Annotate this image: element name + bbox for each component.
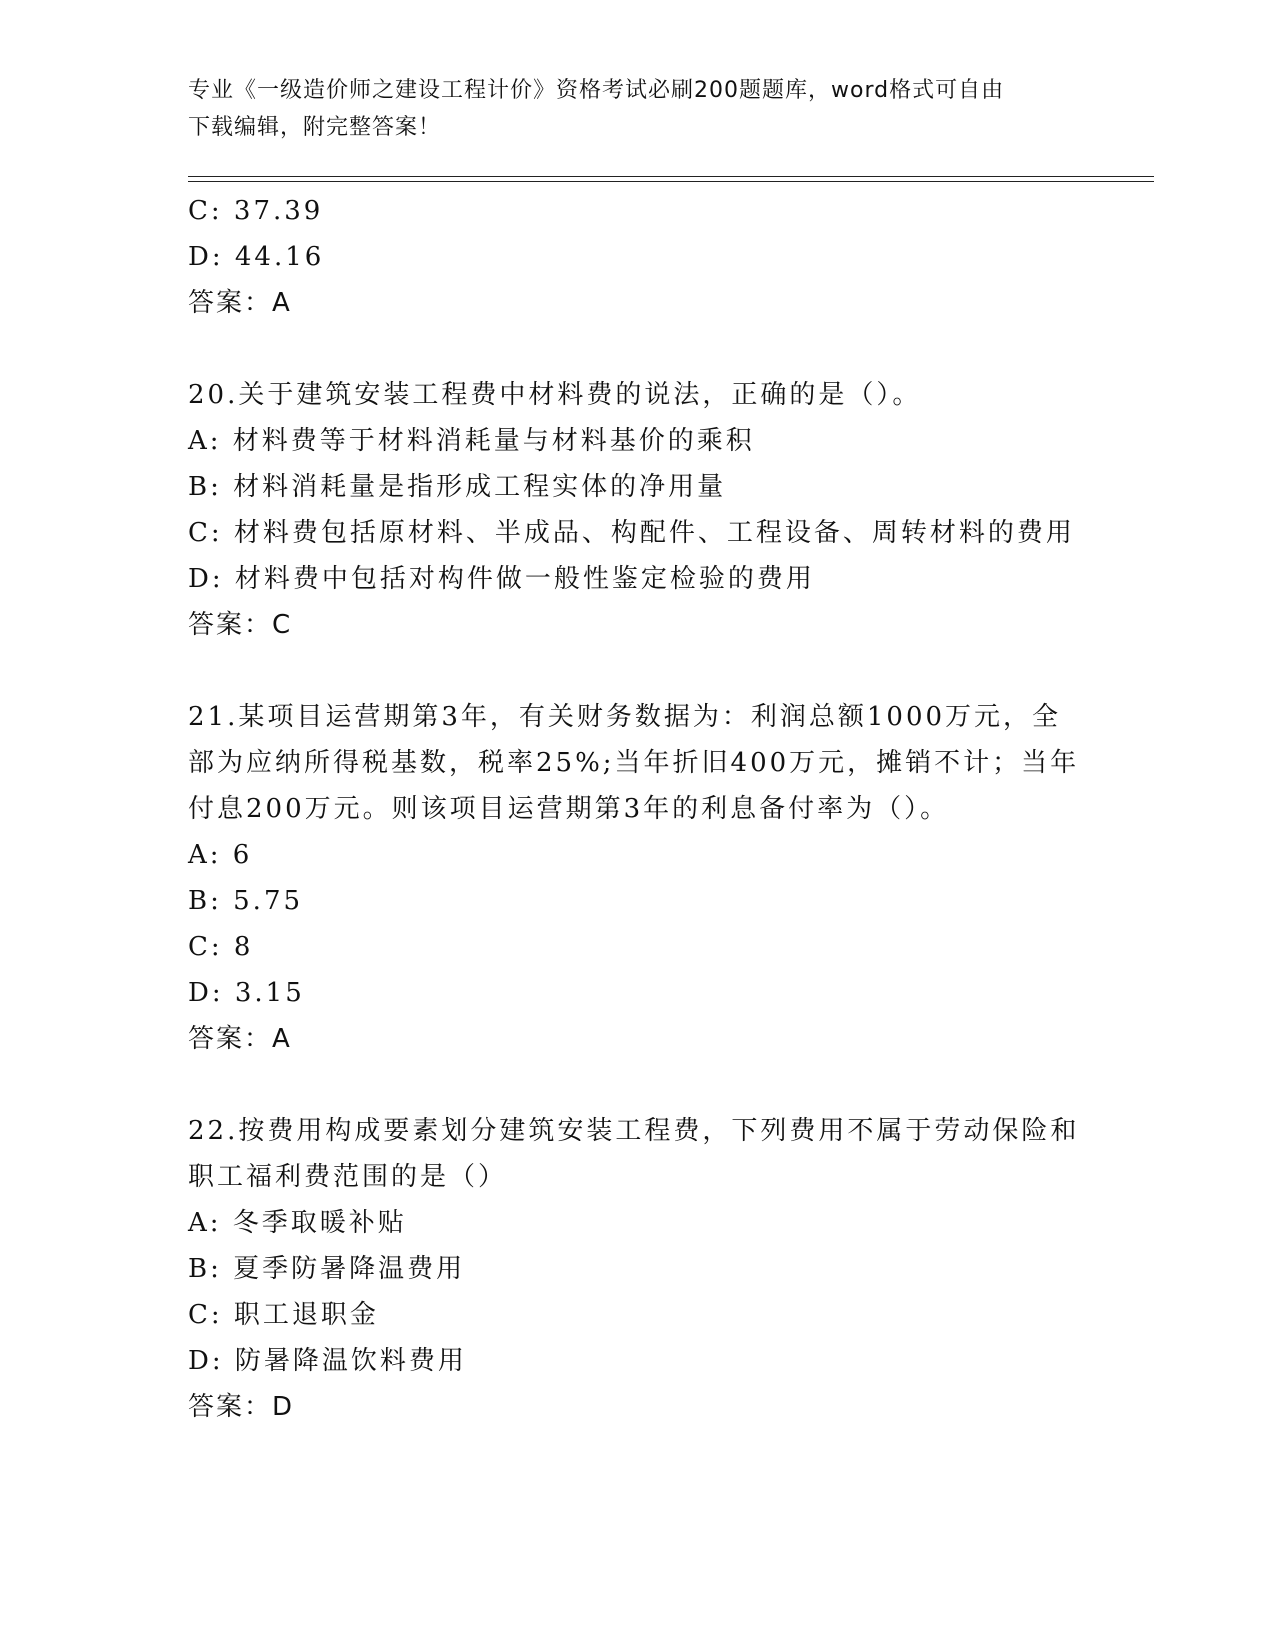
spacer	[188, 648, 1088, 694]
option-b: B: 材料消耗量是指形成工程实体的净用量	[188, 472, 727, 502]
spacer	[188, 326, 1088, 372]
question-stem-line-1: 22.按费用构成要素划分建筑安装工程费，下列费用不属于劳动保险和	[188, 1116, 1080, 1146]
option-d: D: 材料费中包括对构件做一般性鉴定检验的费用	[188, 564, 815, 594]
option-b: B: 夏季防暑降温费用	[188, 1254, 466, 1284]
question-block-20	[188, 372, 1088, 648]
answer-line: 答案：A	[188, 1024, 292, 1054]
answer-line: 答案：A	[188, 288, 292, 318]
question-stem-line-2: 职工福利费范围的是（）	[188, 1162, 508, 1192]
question-block-22	[188, 1108, 1088, 1430]
option-d: D: 44.16	[188, 242, 325, 272]
option-c: C: 材料费包括原材料、半成品、构配件、工程设备、周转材料的费用	[188, 518, 1075, 548]
header-line-2: 下载编辑，附完整答案！	[188, 115, 442, 140]
option-d: D: 防暑降温饮料费用	[188, 1346, 467, 1376]
spacer	[188, 1062, 1088, 1108]
header-line-1: 专业《一级造价师之建设工程计价》资格考试必刷200题题库，word格式可自由	[188, 78, 1005, 103]
answer-line: 答案：C	[188, 610, 293, 640]
option-a: A: 材料费等于材料消耗量与材料基价的乘积	[188, 426, 755, 456]
option-a: A: 6	[188, 840, 253, 870]
option-a: A: 冬季取暖补贴	[188, 1208, 407, 1238]
option-c: C: 8	[188, 932, 254, 962]
page-header	[188, 72, 1088, 146]
option-b: B: 5.75	[188, 886, 304, 916]
option-d: D: 3.15	[188, 978, 305, 1008]
question-list	[188, 188, 1088, 1430]
question-stem-line-3: 付息200万元。则该项目运营期第3年的利息备付率为（）。	[188, 794, 950, 824]
question-block-prev	[188, 188, 1088, 326]
answer-line: 答案：D	[188, 1392, 295, 1422]
question-stem-line-2: 部为应纳所得税基数，税率25%;当年折旧400万元，摊销不计；当年	[188, 748, 1080, 778]
option-c: C: 37.39	[188, 196, 324, 226]
header-divider-bottom	[188, 181, 1154, 182]
option-c: C: 职工退职金	[188, 1300, 379, 1330]
question-stem-line-1: 21.某项目运营期第3年，有关财务数据为：利润总额1000万元，全	[188, 702, 1062, 732]
header-divider-top	[188, 176, 1154, 177]
question-stem: 20.关于建筑安装工程费中材料费的说法，正确的是（）。	[188, 380, 922, 410]
question-block-21	[188, 694, 1088, 1062]
